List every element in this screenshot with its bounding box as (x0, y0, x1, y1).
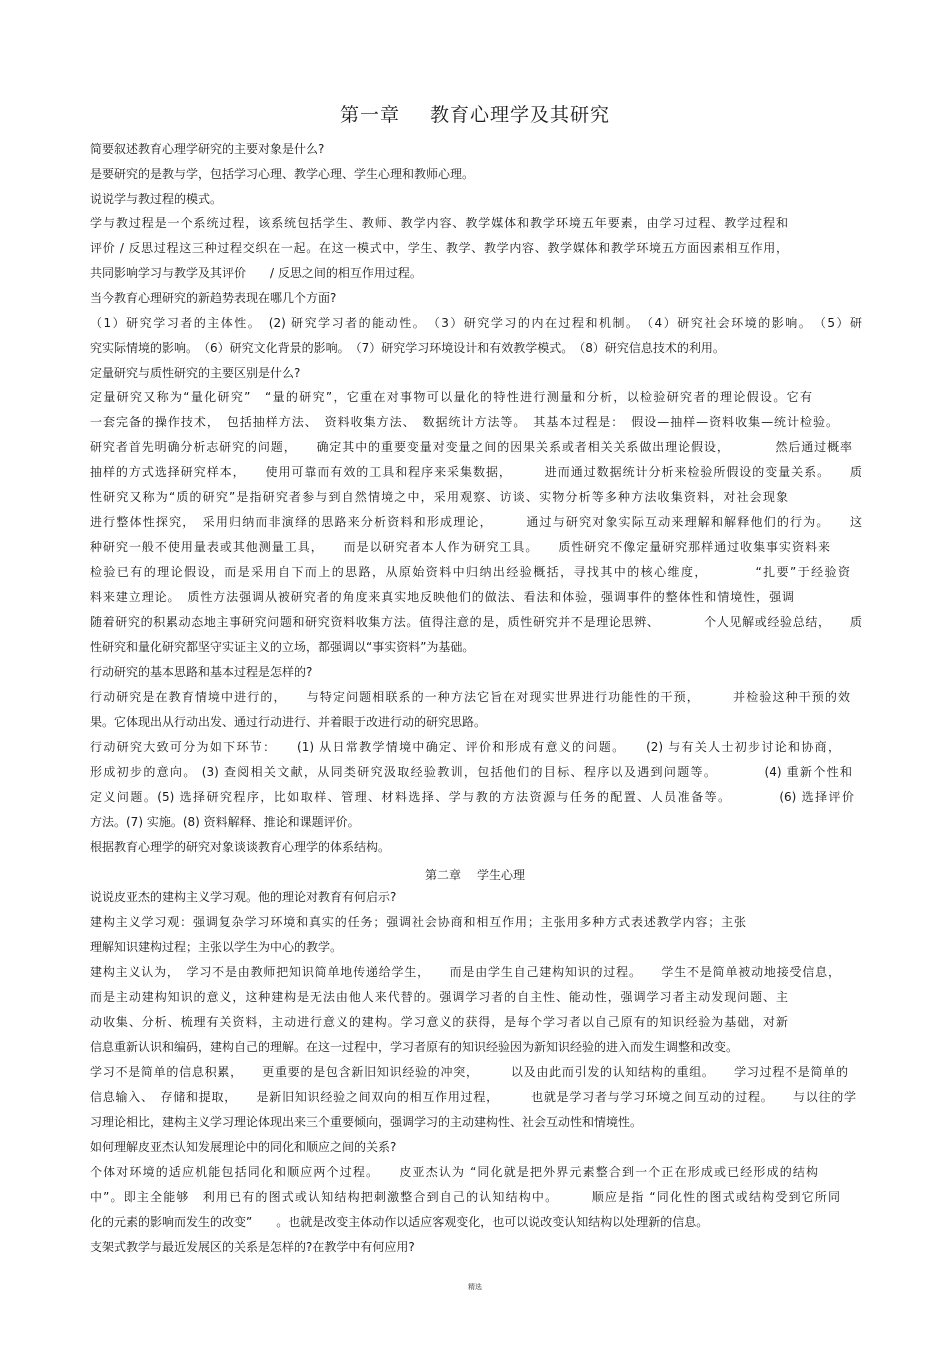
answer-line: 化的元素的影响而发生的改变” 。也就是改变主体动作以适应客观变化，也可以说改变认知结构以处理新的信息。 (90, 1215, 709, 1229)
chapter-1-number: 第一章 (339, 104, 400, 126)
answer-line: 习理论相比，建构主义学习理论体现出来三个重要倾向，强调学习的主动建构性、社会互动性和情境性。 (90, 1115, 643, 1129)
answer-line: 究实际情境的影响。 （6）研究文化背景的影响。 （7）研究学习环境设计和有效教学模式。 （8）研究信息技术的利用。 (90, 341, 725, 355)
answer-line: 而是主动建构知识的意义，这种建构是无法由他人来代替的。强调学习者的自主性、能动性，强调学习者主动发现问题、主 (90, 990, 788, 1004)
answer-line: 行动研究是在教育情境中进行的， 与特定问题相联系的一种方法它旨在对现实世界进行功能性的干预， 并检验这种干预的效 (90, 690, 850, 704)
answer-line: 行动研究大致可分为如下环节： (1) 从日常教学情境中确定、评价和形成有意义的问题。 (2) 与有关人士初步讨论和协商， (90, 740, 840, 754)
chapter-2-number: 第二章 (424, 868, 461, 882)
answer-line: 检验已有的理论假设，而是采用自下而上的思路，从原始资料中归纳出经验概括，寻找其中的核心维度， “扎要”于经验资 (90, 565, 850, 579)
answer-line: 建构主义学习观：强调复杂学习环境和真实的任务；强调社会协商和相互作用；主张用多种方式表述教学内容；主张 (90, 915, 746, 929)
question-line: 说说皮亚杰的建构主义学习观。他的理论对教育有何启示? (90, 890, 397, 904)
answer-line: 进行整体性探究， 采用归纳而非演绎的思路来分析资料和形成理论， 通过与研究对象实际互动来理解和解释他们的行为。 这 (90, 515, 862, 529)
answer-line: 学习不是简单的信息积累， 更重要的是包含新旧知识经验的冲突， 以及由此而引发的认知结构的重组。 学习过程不是简单的 (90, 1065, 848, 1079)
answer-line: 是要研究的是教与学，包括学习心理、教学心理、学生心理和教师心理。 (90, 167, 475, 181)
answer-line: 性研究和量化研究都坚守实证主义的立场，都强调以“事实资料”为基础。 (90, 640, 475, 654)
answer-line: 料来建立理论。 质性方法强调从被研究者的角度来真实地反映他们的做法、看法和体验，强调事件的整体性和情境性，强调 (90, 590, 794, 604)
chapter-2-name: 学生心理 (477, 868, 526, 882)
chapter-1-name: 教育心理学及其研究 (430, 104, 611, 126)
answer-line: 果。它体现出从行动出发、通过行动进行、并着眼于改进行动的研究思路。 (90, 715, 487, 729)
footer-label: 精选 (468, 1283, 482, 1291)
question-line: 支架式教学与最近发展区的关系是怎样的?在教学中有何应用? (90, 1240, 415, 1254)
question-line: 如何理解皮亚杰认知发展理论中的同化和顺应之间的关系? (90, 1140, 397, 1154)
question-line: 说说学与教过程的模式。 (90, 192, 223, 206)
answer-line: 中”。即主全能够 利用已有的图式或认知结构把刺激整合到自己的认知结构中。 顺应是指 “同化性的图式或结构受到它所同 (90, 1190, 840, 1204)
answer-line: 种研究一般不使用量表或其他测量工具， 而是以研究者本人作为研究工具。 质性研究不像定量研究那样通过收集事实资料来 (90, 540, 830, 554)
answer-line: 方法。(7) 实施。(8) 资料解释、推论和课题评价。 (90, 815, 360, 829)
answer-line: 评价 / 反思过程这三种过程交织在一起。在这一模式中，学生、教学、教学内容、教学媒体和教学环境五方面因素相互作用， (90, 241, 788, 255)
answer-line: 动收集、分析、梳理有关资料，主动进行意义的建构。学习意义的获得，是每个学习者以自己原有的知识经验为基础，对新 (90, 1015, 788, 1029)
answer-line: 个体对环境的适应机能包括同化和顺应两个过程。 皮亚杰认为 “同化就是把外界元素整合到一个正在形成或已经形成的结构 (90, 1165, 818, 1179)
chapter-1-title (0, 100, 950, 127)
answer-line: 性研究又称为“质的研究”是指研究者参与到自然情境之中，采用观察、访谈、实物分析等多种方法收集资料，对社会现象 (90, 490, 788, 504)
question-line: 简要叙述教育心理学研究的主要对象是什么? (90, 142, 325, 156)
answer-line: 信息输入、 存储和提取， 是新旧知识经验之间双向的相互作用过程， 也就是学习者与学习环境之间互动的过程。 与以往的学 (90, 1090, 856, 1104)
answer-line: 共同影响学习与教学及其评价 / 反思之间的相互作用过程。 (90, 266, 422, 280)
question-line: 定量研究与质性研究的主要区别是什么? (90, 366, 301, 380)
question-line: 当今教育心理研究的新趋势表现在哪几个方面? (90, 291, 337, 305)
answer-line: 形成初步的意向。 (3) 查阅相关文献，从同类研究汲取经验教训，包括他们的目标、程序以及遇到问题等。 (4) 重新个性和 (90, 765, 852, 779)
answer-line: 信息重新认识和编码，建构自己的理解。在这一过程中，学习者原有的知识经验因为新知识经验的进入而发生调整和改变。 (90, 1040, 739, 1054)
answer-line: 定量研究又称为“量化研究” “量的研究”，它重在对事物可以量化的特性进行测量和分析，以检验研究者的理论假设。它有 (90, 390, 812, 404)
answer-line: 抽样的方式选择研究样本， 使用可靠而有效的工具和程序来采集数据， 进而通过数据统计分析来检验所假设的变量关系。 质 (90, 465, 862, 479)
question-line: 行动研究的基本思路和基本过程是怎样的? (90, 665, 313, 679)
answer-line: 定义问题。(5) 选择研究程序，比如取样、管理、材料选择、学与教的方法资源与任务的配置、人员准备等。 (6) 选择评价 (90, 790, 854, 804)
answer-line: （1）研究学习者的主体性。 (2) 研究学习者的能动性。 （3）研究学习的内在过程和机制。 （4）研究社会环境的影响。 （5）研 (90, 316, 862, 330)
answer-line: 随着研究的积累动态地主事研究问题和研究资料收集方法。值得注意的是，质性研究并不是理论思辨、 个人见解或经验总结， 质 (90, 615, 862, 629)
answer-line: 学与教过程是一个系统过程，该系统包括学生、教师、教学内容、教学媒体和教学环境五年要素，由学习过程、教学过程和 (90, 216, 788, 230)
answer-line: 理解知识建构过程；主张以学生为中心的教学。 (90, 940, 343, 954)
question-line: 根据教育心理学的研究对象谈谈教育心理学的体系结构。 (90, 840, 391, 854)
answer-line: 建构主义认为， 学习不是由教师把知识简单地传递给学生， 而是由学生自己建构知识的过程。 学生不是简单被动地接受信息， (90, 965, 840, 979)
answer-line: 研究者首先明确分析志研究的问题， 确定其中的重要变量对变量之间的因果关系或者相关关系做出理论假设， 然后通过概率 (90, 440, 852, 454)
answer-line: 一套完备的操作技术， 包括抽样方法、 资料收集方法、 数据统计方法等。 其基本过程是： 假设—抽样—资料收集—统计检验。 (90, 415, 838, 429)
chapter-2-title (0, 866, 950, 883)
